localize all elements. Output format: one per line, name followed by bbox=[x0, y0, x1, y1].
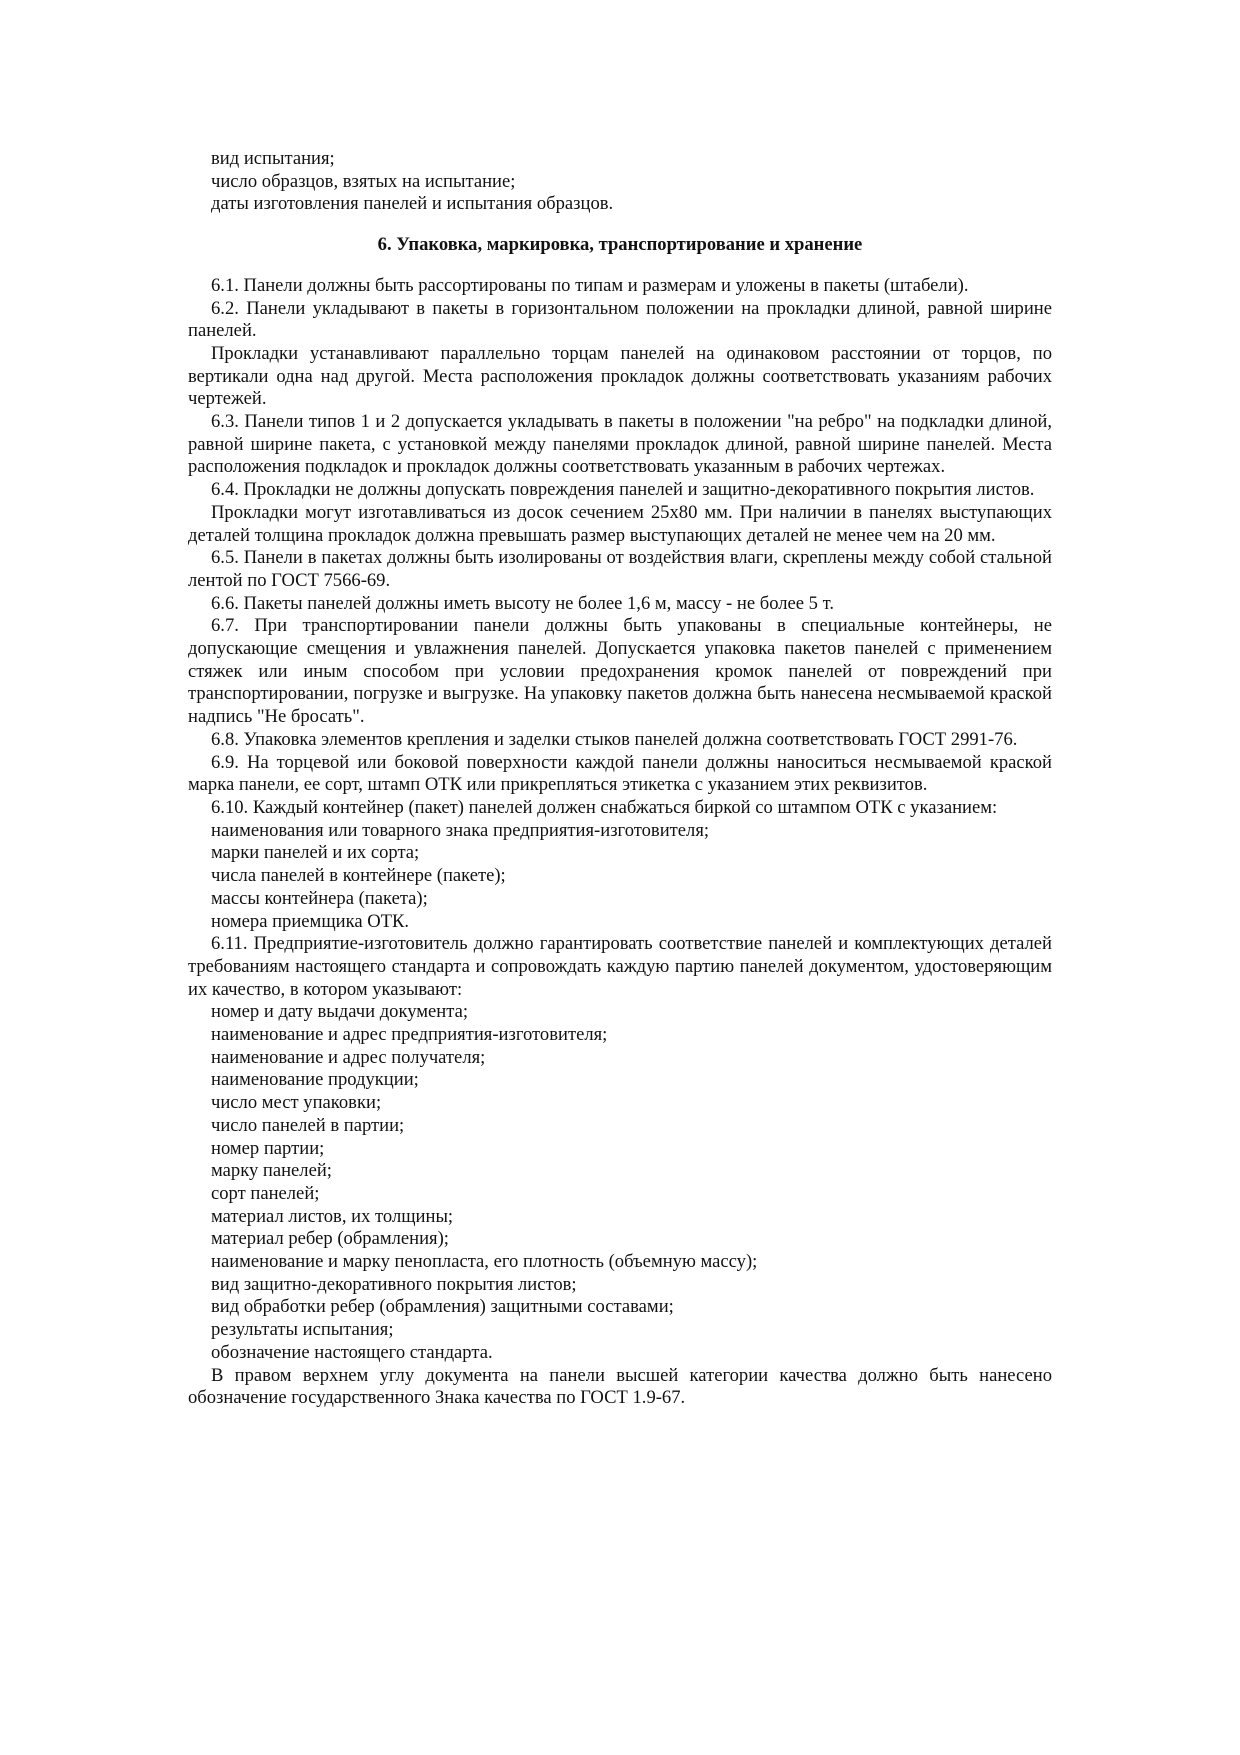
tag-item: числа панелей в контейнере (пакете); bbox=[211, 865, 506, 887]
document-item: марку панелей; bbox=[211, 1160, 332, 1182]
paragraph-6-11: 6.11. Предприятие-изготовитель должно гарантировать соответствие панелей и комплектующих деталей требованиям настоящего стандарта и сопровождать каждую партию панелей документом, удостоверяющим их качество, в котором указывают: bbox=[188, 933, 1052, 1000]
paragraph-6-7: 6.7. При транспортировании панели должны быть упакованы в специальные контейнеры, не допускающие смещения и увлажнения панелей. Допускается упаковка пакетов панелей с применением стяжек или иным способом при условии предохранения кромок панелей от повреждений при транспортировании, погрузке и выгрузке. На упаковку пакетов должна быть нанесена несмываемой краской надпись "Не бросать". bbox=[188, 615, 1052, 728]
document-item: число мест упаковки; bbox=[211, 1092, 382, 1114]
tag-item: марки панелей и их сорта; bbox=[211, 842, 420, 864]
document-item: материал ребер (обрамления); bbox=[211, 1228, 449, 1250]
document-item: номер и дату выдачи документа; bbox=[211, 1001, 469, 1023]
document-item: сорт панелей; bbox=[211, 1182, 320, 1204]
document-item: наименование и адрес предприятия-изготовителя; bbox=[211, 1024, 608, 1046]
paragraph-spacers: Прокладки устанавливают параллельно торцам панелей на одинаковом расстоянии от торцов, по вертикали одна над другой. Места расположения прокладок должны соответствовать указаниям рабочих чертежей. bbox=[188, 342, 1052, 410]
intro-item: число образцов, взятых на испытание; bbox=[211, 170, 516, 192]
intro-item: даты изготовления панелей и испытания образцов. bbox=[211, 193, 614, 215]
paragraph-6-9: 6.9. На торцевой или боковой поверхности каждой панели должны наноситься несмываемой краской марка панели, ее сорт, штамп ОТК или прикрепляться этикетка с указанием этих реквизитов. bbox=[188, 751, 1052, 796]
paragraph-6-2: 6.2. Панели укладывают в пакеты в горизонтальном положении на прокладки длиной, равной ширине панелей. bbox=[188, 297, 1052, 342]
document-item: вид защитно-декоративного покрытия листов; bbox=[211, 1273, 577, 1295]
document-item: наименование продукции; bbox=[211, 1069, 419, 1091]
paragraph-6-1: 6.1. Панели должны быть рассортированы по типам и размерам и уложены в пакеты (штабели). bbox=[211, 274, 969, 296]
document-item: наименование и марку пенопласта, его плотность (объемную массу); bbox=[211, 1251, 758, 1273]
paragraph-6-4: 6.4. Прокладки не должны допускать повреждения панелей и защитно-декоративного покрытия листов. bbox=[211, 479, 1035, 501]
paragraph-6-3: 6.3. Панели типов 1 и 2 допускается укладывать в пакеты в положении "на ребро" на подкладки длиной, равной ширине пакета, с установкой между панелями прокладок длиной, равной ширине панелей. Места расположения подкладок и прокладок должны соответствовать указанным в рабочих чертежах. bbox=[188, 411, 1052, 478]
paragraph-spacer-boards: Прокладки могут изготавливаться из досок сечением 25х80 мм. При наличии в панелях выступающих деталей толщина прокладок должна превышать размер выступающих деталей не менее чем на 20 мм. bbox=[188, 501, 1052, 546]
paragraph-6-10: 6.10. Каждый контейнер (пакет) панелей должен снабжаться биркой со штампом ОТК с указанием: bbox=[211, 796, 998, 818]
document-item: наименование и адрес получателя; bbox=[211, 1046, 486, 1068]
paragraph-6-6: 6.6. Пакеты панелей должны иметь высоту не более 1,6 м, массу - не более 5 т. bbox=[211, 592, 835, 614]
document-item: вид обработки ребер (обрамления) защитными составами; bbox=[211, 1296, 674, 1318]
section-heading: 6. Упаковка, маркировка, транспортирование и хранение bbox=[377, 234, 863, 256]
tag-item: наименования или товарного знака предприятия-изготовителя; bbox=[211, 819, 710, 841]
intro-item: вид испытания; bbox=[211, 148, 335, 169]
document-item: число панелей в партии; bbox=[211, 1114, 405, 1136]
document-item: номер партии; bbox=[211, 1137, 325, 1159]
paragraph-6-8: 6.8. Упаковка элементов крепления и заделки стыков панелей должна соответствовать ГОСТ 2991-76. bbox=[211, 728, 1018, 750]
document-item: результаты испытания; bbox=[211, 1319, 394, 1341]
document-item: обозначение настоящего стандарта. bbox=[211, 1341, 493, 1363]
tag-item: номера приемщика ОТК. bbox=[211, 910, 410, 932]
document-page bbox=[188, 148, 1052, 1410]
tag-item: массы контейнера (пакета); bbox=[211, 887, 428, 909]
closing-paragraph: В правом верхнем углу документа на панели высшей категории качества должно быть нанесено обозначение государственного Знака качества по ГОСТ 1.9-67. bbox=[188, 1364, 1052, 1409]
document-item: материал листов, их толщины; bbox=[211, 1205, 454, 1227]
paragraph-6-5: 6.5. Панели в пакетах должны быть изолированы от воздействия влаги, скреплены между собой стальной лентой по ГОСТ 7566-69. bbox=[188, 547, 1052, 591]
